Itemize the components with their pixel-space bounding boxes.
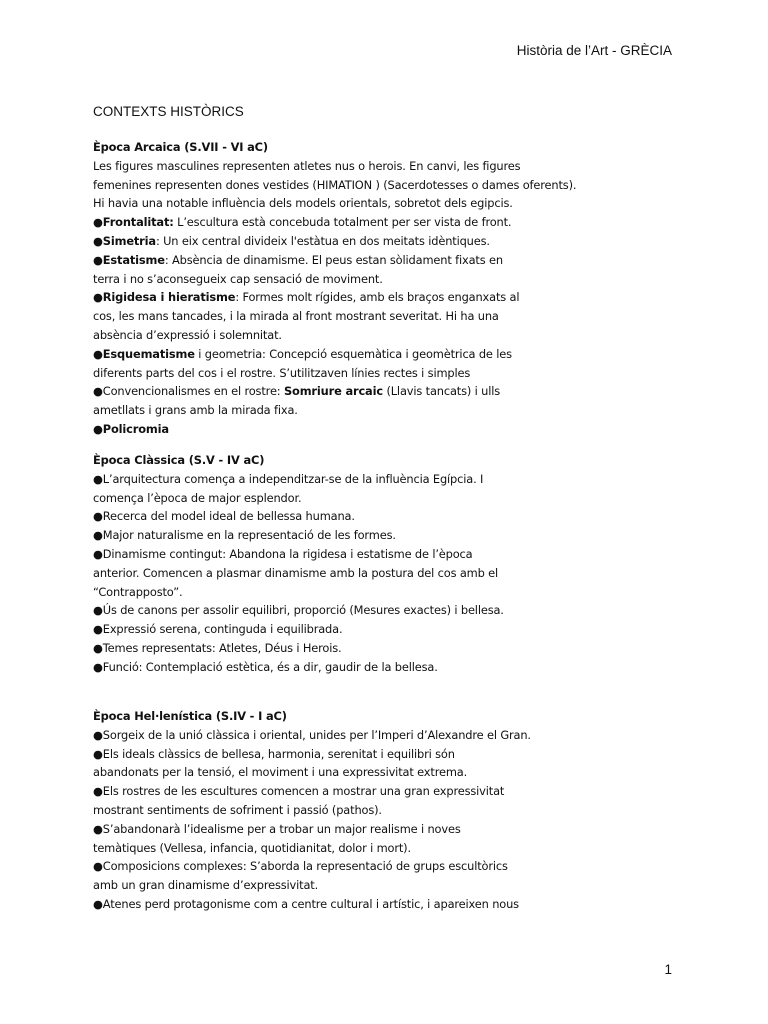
text-run: ●Dinamisme contingut: Abandona la rigidesa i estatisme de l’època <box>93 546 473 561</box>
text-run: ●Ús de canons per assolir equilibri, proporció (Mesures exactes) i bellesa. <box>93 603 504 618</box>
text-line <box>93 839 563 858</box>
text-run: (Llavis tancats) i ulls <box>382 384 501 399</box>
text-run: Hi havia una notable influència dels models orientals, sobretot dels egipcis. <box>93 196 513 211</box>
section-epoca-classica <box>93 451 563 677</box>
text-line <box>93 876 563 895</box>
text-line <box>93 288 563 307</box>
text-line <box>93 232 563 251</box>
text-line <box>93 620 563 639</box>
text-run: ●Composicions complexes: S’aborda la representació de grups escultòrics <box>93 859 508 874</box>
text-run: ●Recerca del model ideal de bellessa humana. <box>93 509 355 524</box>
text-run: ●Els rostres de les escultures comencen a mostrar una gran expressivitat <box>93 784 505 799</box>
text-line <box>93 213 563 232</box>
document-header-title: Història de l’Art - GRÈCIA <box>516 43 672 58</box>
bold-term: ●Simetria <box>93 233 156 248</box>
text-line <box>93 157 563 176</box>
text-line <box>93 745 563 764</box>
text-line <box>93 307 563 326</box>
text-line <box>93 176 577 195</box>
text-run: : Formes molt rígides, amb els braços enganxats al <box>235 290 520 305</box>
text-run: cos, les mans tancades, i la mirada al front mostrant severitat. Hi ha una <box>93 309 499 324</box>
text-run: : Absència de dinamisme. El peus estan sòlidament fixats en <box>164 252 503 267</box>
text-run: abandonats per la tensió, el moviment i una expressivitat extrema. <box>93 765 468 780</box>
section-title: Època Clàssica (S.V - IV aC) <box>93 453 265 467</box>
text-line <box>93 658 563 677</box>
text-run: ●Expressió serena, continguda i equilibrada. <box>93 622 343 637</box>
text-line <box>93 270 563 289</box>
text-line <box>93 345 563 364</box>
section-body <box>93 470 563 677</box>
text-run: ametllats i grans amb la mirada fixa. <box>93 403 298 418</box>
section-title: Època Arcaica (S.VII - VI aC) <box>93 140 268 154</box>
text-run: ●Temes representats: Atletes, Déus i Herois. <box>93 640 342 655</box>
text-line <box>93 194 563 213</box>
text-run: femenines representen dones vestides (HIMATION ) (Sacerdotesses o dames oferents). <box>93 177 577 192</box>
text-run: terra i no s’aconsegueix cap sensació de moviment. <box>93 271 383 286</box>
bold-term: ●Rigidesa i hieratisme <box>93 290 236 305</box>
text-line <box>93 251 563 270</box>
text-run: ●Major naturalisme en la representació de les formes. <box>93 528 396 543</box>
bold-term: Somriure arcaic <box>283 384 383 399</box>
text-run: ●Atenes perd protagonisme com a centre cultural i artístic, i apareixen nous <box>93 896 519 911</box>
section-body <box>93 726 563 914</box>
text-line <box>93 583 563 602</box>
bold-term: ●Esquematisme <box>93 346 195 361</box>
text-run: mostrant sentiments de sofriment i passió (pathos). <box>93 802 382 817</box>
text-run: ●S’abandonarà l’idealisme per a trobar un major realisme i noves <box>93 821 461 836</box>
text-line <box>93 526 563 545</box>
bold-term: ●Policromia <box>93 421 169 436</box>
text-run: ●Els ideals clàssics de bellesa, harmonia, serenitat i equilibri són <box>93 746 455 761</box>
text-line <box>93 382 563 401</box>
section-body <box>93 157 577 439</box>
text-line <box>93 820 563 839</box>
text-run: Les figures masculines representen atletes nus o herois. En canvi, les figures <box>93 158 521 173</box>
page-number: 1 <box>664 962 672 977</box>
text-line <box>93 401 563 420</box>
bold-term: ●Frontalitat: <box>93 215 174 230</box>
text-run: comença l’època de major esplendor. <box>93 490 302 505</box>
text-line <box>93 601 563 620</box>
text-run: diferents parts del cos i el rostre. S’utilitzaven línies rectes i simples <box>93 365 471 380</box>
text-line <box>93 564 563 583</box>
section-title: Època Hel·lenística (S.IV - I aC) <box>93 709 287 723</box>
text-line <box>93 726 563 745</box>
text-line <box>93 763 563 782</box>
text-run: : Un eix central divideix l'estàtua en dos meitats idèntiques. <box>155 233 490 248</box>
text-run: ●Sorgeix de la unió clàssica i oriental, unides per l’Imperi d’Alexandre el Gran. <box>93 727 531 742</box>
text-run: L’escultura està concebuda totalment per ser vista de front. <box>173 215 512 230</box>
text-line <box>93 639 563 658</box>
section-epoca-hellenistica <box>93 707 563 914</box>
page-title: CONTEXTS HISTÒRICS <box>93 104 244 119</box>
text-run: i geometria: Concepció esquemàtica i geomètrica de les <box>194 346 512 361</box>
section-epoca-arcaica <box>93 138 577 439</box>
text-line <box>93 470 563 489</box>
text-line <box>93 420 563 439</box>
text-line <box>93 507 563 526</box>
text-line <box>93 857 563 876</box>
text-line <box>93 895 563 914</box>
text-line <box>93 545 563 564</box>
text-line <box>93 801 563 820</box>
text-run: ●L’arquitectura comença a independitzar-se de la influència Egípcia. I <box>93 471 484 486</box>
text-line <box>93 364 563 383</box>
text-run: ●Funció: Contemplació estètica, és a dir, gaudir de la bellesa. <box>93 659 438 674</box>
text-run: ●Convencionalismes en el rostre: <box>93 384 284 399</box>
text-line <box>93 326 563 345</box>
text-run: amb un gran dinamisme d’expressivitat. <box>93 878 319 893</box>
text-run: absència d’expressió i solemnitat. <box>93 327 282 342</box>
bold-term: ●Estatisme <box>93 252 165 267</box>
text-run: temàtiques (Vellesa, infancia, quotidianitat, dolor i mort). <box>93 840 411 855</box>
text-line <box>93 489 563 508</box>
text-line <box>93 782 563 801</box>
text-run: anterior. Comencen a plasmar dinamisme amb la postura del cos amb el <box>93 565 499 580</box>
text-run: “Contrapposto”. <box>93 584 183 599</box>
